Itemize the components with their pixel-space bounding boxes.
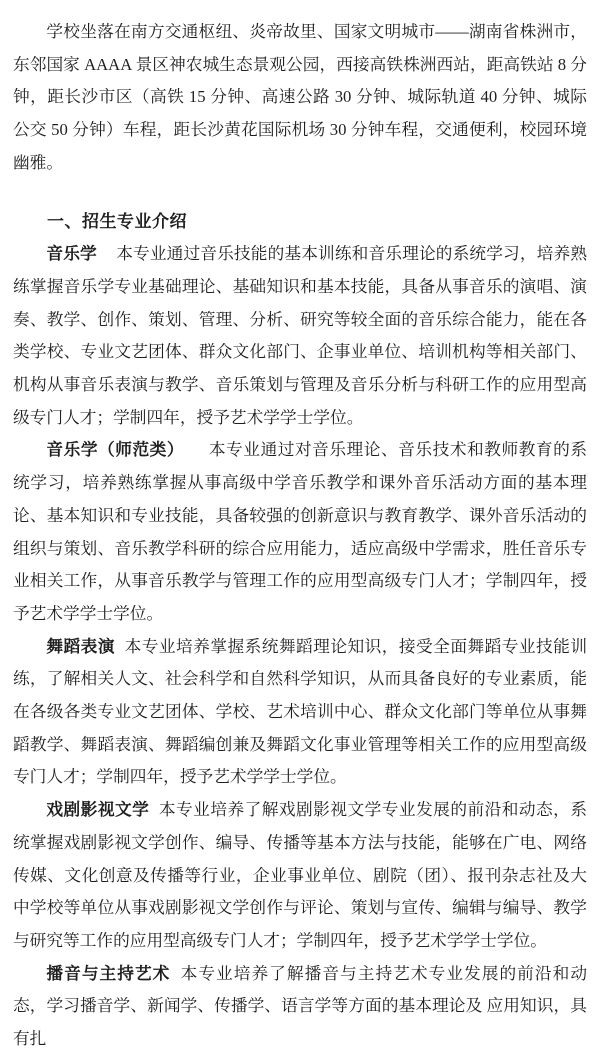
major-description: 本专业通过对音乐理论、音乐技术和教师教育的系统学习，培养熟练掌握从事高级中学音乐教学和课外音乐活动方面的基本理论、基本知识和专业技能，具备较强的创新意识与教育教学、课外音乐活动的组织与策划、音乐教学科研的综合应用能力，适应高级中学需求，胜任音乐专业相关工作，从事音乐教学与管理工作的应用型高级专门人才；学制四年，授予艺术学学士学位。 [13,440,588,623]
intro-text: 学校坐落在南方交通枢纽、炎帝故里、国家文明城市——湖南省株洲市，东邻国家 AAAA 景区神农城生态景观公园，西接高铁株洲西站，距高铁站 8 分钟，距长沙市区（高铁 15 分钟、高速公路 30 分钟、城际轨道 40 分钟、城际公交 50 分钟）车程，距长沙黄花国际机场 30 分钟车程，交通便利，校园环境幽雅。 [13,22,587,172]
major-description: 本专业培养了解戏剧影视文学专业发展的前沿和动态，系统掌握戏剧影视文学创作、编导、传播等基本方法与技能，能够在广电、网络传媒、文化创意及传播等行业，企业事业单位、剧院（团）、报刊杂志社及大中学校等单位从事戏剧影视文学创作与评论、策划与宣传、编辑与编导、教学与研究等工作的应用型高级专门人才；学制四年，授予艺术学学士学位。 [13,800,588,950]
major-name: 播音与主持艺术 [46,963,171,983]
document-page [13,16,588,1049]
major-description: 本专业通过音乐技能的基本训练和音乐理论的系统学习，培养熟练掌握音乐学专业基础理论、基础知识和基本技能，具备从事音乐的演唱、演奏、教学、创作、策划、管理、分析、研究等较全面的音乐综合能力，能在各类学校、专业文艺团体、群众文化部门、企事业单位、培训机构等相关部门、机构从事音乐表演与教学、音乐策划与管理及音乐分析与科研工作的应用型高级专门人才；学制四年，授予艺术学学士学位。 [13,244,588,427]
major-description: 本专业培养掌握系统舞蹈理论知识，接受全面舞蹈专业技能训练，了解相关人文、社会科学和自然科学知识，从而具备良好的专业素质，能在各级各类专业文艺团体、学校、艺术培训中心、群众文化部门等单位从事舞蹈教学、舞蹈表演、舞蹈编创兼及舞蹈文化事业管理等相关工作的应用型高级专门人才；学制四年，授予艺术学学士学位。 [13,636,588,787]
major-paragraph [13,631,587,795]
intro-paragraph [13,16,587,180]
major-paragraph [13,238,587,434]
major-name: 舞蹈表演 [46,636,115,656]
major-description: 本专业培养了解播音与主持艺术专业发展的前沿和动态，学习播音学、新闻学、传播学、语言学等方面的基本理论及 应用知识，具有扎 [13,963,588,1049]
section-heading [13,206,587,239]
major-paragraph [13,434,587,630]
section-heading-text: 一、招生专业介绍 [47,211,187,231]
major-paragraph [13,958,587,1056]
major-paragraph [13,794,587,958]
major-name: 戏剧影视文学 [46,800,150,820]
major-name: 音乐学（师范类） [46,440,185,460]
major-name: 音乐学 [46,244,97,264]
